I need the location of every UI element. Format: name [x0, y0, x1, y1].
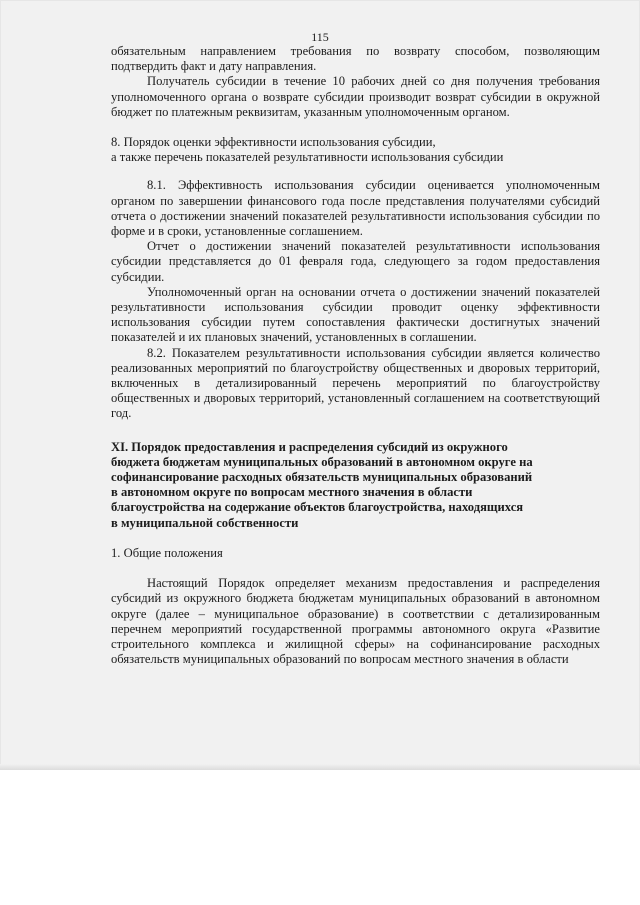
paragraph-general-provisions: Настоящий Порядок определяет механизм предоставления и распределения субсидий из окружного бюджета бюджетам муниципальных образований в автономном округе (далее – муниципальное образование) в соответствии с детализированным перечнем мероприятий государственной программы автономного округа «Развитие строительного комплекса и жилищной сферы» на софинансирование расходных обязательств муниципальных образований по вопросам местного значения в области: [111, 576, 600, 667]
section-8-title-line-2: а также перечень показателей результативности использования субсидии: [111, 150, 504, 165]
section-xi-title-line-6: в муниципальной собственности: [111, 515, 299, 530]
page-number: 115: [311, 30, 329, 44]
paragraph-8-1-report: Отчет о достижении значений показателей результативности использования субсидии представляется до 01 февраля года, следующего за годом предоставления субсидии.: [111, 239, 600, 284]
paragraph-return-deadline: Получатель субсидии в течение 10 рабочих дней со дня получения требования уполномоченного органа о возврате субсидии производит возврат субсидии в окружной бюджет по платежным реквизитам, указанным уполномоченным органом.: [111, 74, 600, 119]
paragraph-8-1-evaluation: Уполномоченный орган на основании отчета о достижении значений показателей результативности использования субсидии проводит оценку эффективности использования субсидии путем сопоставления фактически достигнутых значений показателей и их плановых значений, установленных в соглашении.: [111, 284, 600, 345]
section-xi-title-line-2: бюджета бюджетам муниципальных образований в автономном округе на: [111, 454, 533, 469]
section-xi-title-line-1: XI. Порядок предоставления и распределения субсидий из окружного: [111, 439, 508, 454]
paragraph-8-1: 8.1. Эффективность использования субсидии оценивается уполномоченным органом по завершении финансового года после представления получателями субсидий отчета о достижении значений показателей результативности использования субсидии по форме и в сроки, установленные соглашением.: [111, 178, 600, 239]
section-8-title-line-1: 8. Порядок оценки эффективности использования субсидии,: [111, 135, 436, 150]
subsection-1-title: 1. Общие положения: [111, 545, 223, 560]
section-xi-title-line-3: софинансирование расходных обязательств муниципальных образований: [111, 470, 533, 485]
paragraph-8-2: 8.2. Показателем результативности использования субсидии является количество реализованных мероприятий по благоустройству общественных и дворовых территорий, включенных в детализированный перечень мероприятий по благоустройству общественных и дворовых территорий, установленный соглашением на соответствующий год.: [111, 345, 600, 421]
paragraph-return-method: обязательным направлением требования по возврату способом, позволяющим подтвердить факт и дату направления.: [111, 44, 600, 74]
section-xi-title-line-4: в автономном округе по вопросам местного значения в области: [111, 485, 473, 500]
document-body: [111, 44, 600, 667]
section-xi-title-line-5: благоустройства на содержание объектов благоустройства, находящихся: [111, 500, 524, 515]
